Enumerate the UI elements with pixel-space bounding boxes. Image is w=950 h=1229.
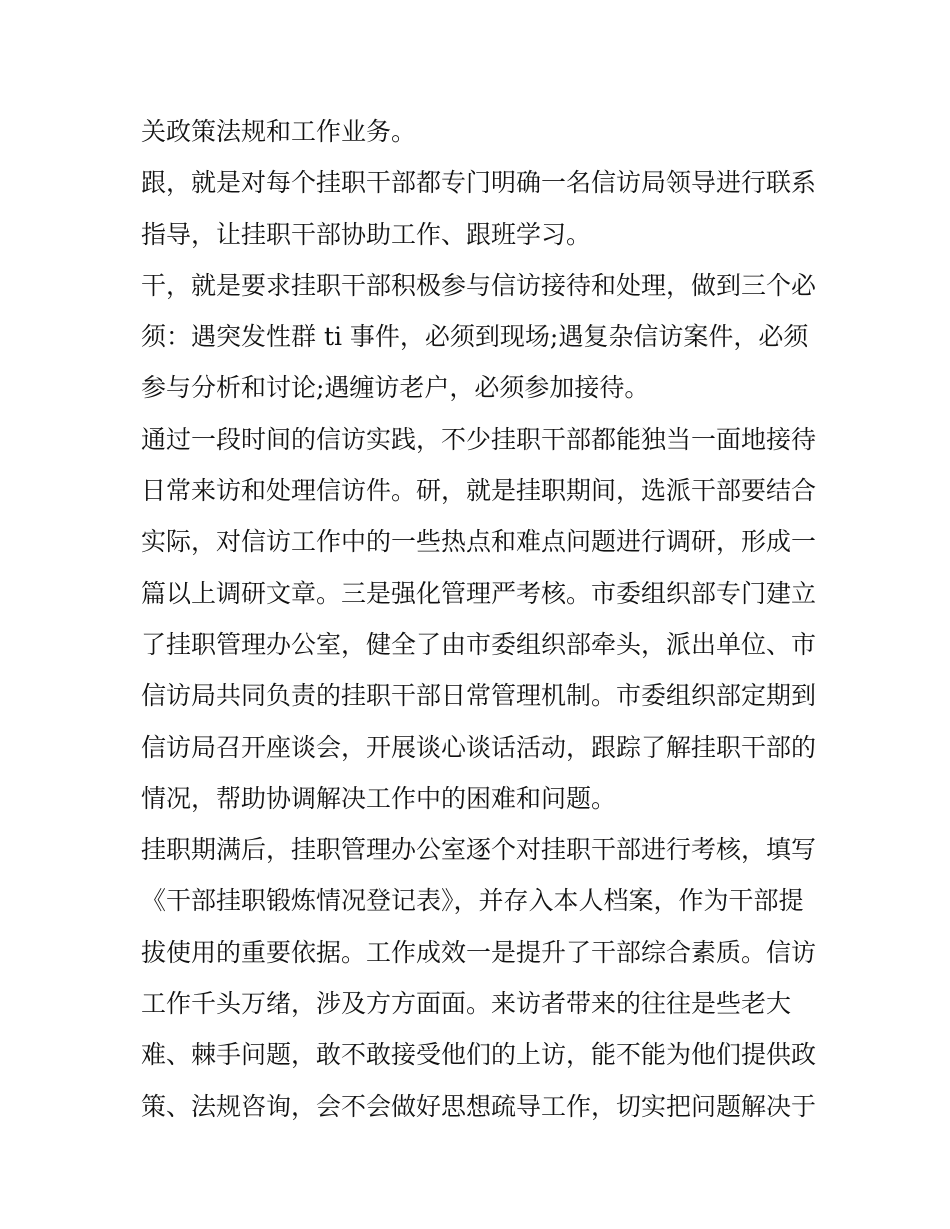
text-line: 工作千头万绪，涉及方方面面。来访者带来的往往是些老大 [141,989,792,1019]
text-line: 难、棘手问题，敢不敢接受他们的上访，能不能为他们提供政 [141,1040,817,1070]
text-line: 篇以上调研文章。三是强化管理严考核。市委组织部专门建立 [141,578,817,608]
text-line: 干，就是要求挂职干部积极参与信访接待和处理，做到三个必 [141,270,817,300]
text-line: 策、法规咨询，会不会做好思想疏导工作，切实把问题解决于 [141,1091,817,1121]
text-line: 关政策法规和工作业务。 [141,117,417,146]
text-line: 信访局召开座谈会，开展谈心谈话活动，跟踪了解挂职干部的 [141,732,817,762]
text-line: 情况，帮助协调解决工作中的困难和问题。 [141,783,617,813]
text-line: 挂职期满后，挂职管理办公室逐个对挂职干部进行考核，填写 [141,835,817,865]
text-line: 了挂职管理办公室，健全了由市委组织部牵头，派出单位、市 [141,629,817,659]
text-line: 信访局共同负责的挂职干部日常管理机制。市委组织部定期到 [141,681,817,711]
text-line: 日常来访和处理信访件。研，就是挂职期间，选派干部要结合 [141,476,817,506]
text-line: 指导，让挂职干部协助工作、跟班学习。 [141,219,592,249]
text-line: 须：遇突发性群 ti 事件，必须到现场;遇复杂信访案件，必须 [141,322,809,352]
text-line: 跟，就是对每个挂职干部都专门明确一名信访局领导进行联系 [141,168,817,198]
text-line: 实际，对信访工作中的一些热点和难点问题进行调研，形成一 [141,527,817,557]
body-text [141,106,821,1132]
text-line: 参与分析和讨论;遇缠访老户，必须参加接待。 [141,373,650,403]
text-line: 《干部挂职锻炼情况登记表》，并存入本人档案，作为干部提 [141,886,804,916]
text-line: 通过一段时间的信访实践，不少挂职干部都能独当一面地接待 [141,424,817,454]
text-line: 拔使用的重要依据。工作成效一是提升了干部综合素质。信访 [141,937,817,967]
